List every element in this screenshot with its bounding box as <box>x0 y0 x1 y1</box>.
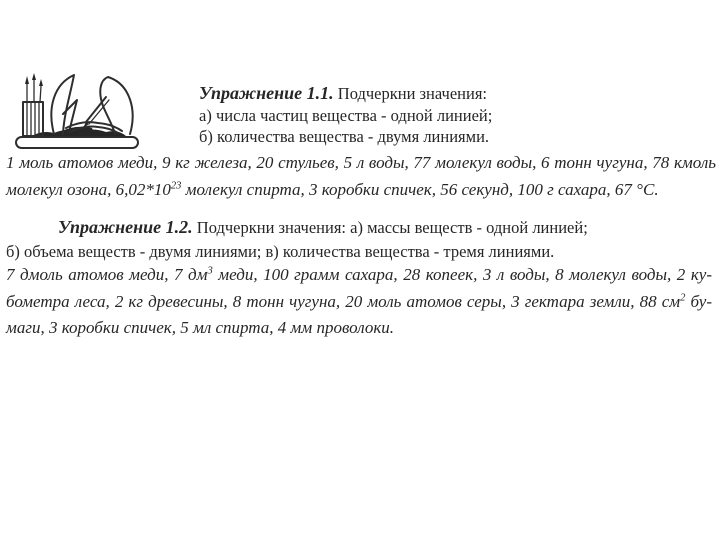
exercise-1-2-body-line-3: маги, 3 коробки спичек, 5 мл спирта, 4 мм проволоки. <box>6 318 395 337</box>
exercise-1-1-body <box>6 150 716 203</box>
exercise-1-1-title: Упражнение 1.1. <box>199 83 334 103</box>
exercise-1-2-header <box>6 216 646 263</box>
exercise-1-2-body-line-2-tail: бу- <box>685 291 712 311</box>
exercise-1-1-body-line-1: 1 моль атомов меди, 9 кг железа, 20 стульев, 5 л воды, 77 молекул воды, 6 тонн чугуна, 78 кмоль <box>6 153 716 172</box>
exercise-1-2-body-line-2 <box>6 289 712 316</box>
exercise-1-2-body-line-1-text: 7 дмоль атомов меди, 7 дм <box>6 265 208 284</box>
writing-desk-illustration-icon <box>14 70 142 152</box>
exercise-1-1-item-b: б) количества вещества - двумя линиями. <box>199 127 490 146</box>
exponent-23: 23 <box>170 179 182 191</box>
exercise-1-2-body <box>6 262 712 342</box>
exercise-1-1-title-line <box>199 83 544 105</box>
exercise-1-2-intro-line-1: Подчеркни значения: а) массы веществ - одной линией; <box>196 218 588 237</box>
exercise-1-2-title-line <box>6 216 646 240</box>
exponent-2: 2 <box>680 291 686 303</box>
exercise-1-2-body-line-1 <box>6 262 712 289</box>
exercise-1-1-body-line-2 <box>6 177 716 204</box>
exercise-1-2-title: Упражнение 1.2. <box>58 217 193 237</box>
exercise-1-1-header <box>199 83 544 148</box>
exercise-1-1-body-line-2-text: молекул озона, 6,02*10 <box>6 179 171 199</box>
exercise-1-2-intro-line-2: б) объема веществ - двумя линиями; в) количества вещества - тремя линиями. <box>6 241 555 261</box>
exercise-1-1-item-a: а) числа частиц вещества - одной линией; <box>199 105 493 125</box>
exercise-1-1-intro: Подчеркни значения: <box>337 84 488 103</box>
writing-desk-illustration-icon <box>14 70 142 152</box>
exponent-3: 3 <box>207 265 213 277</box>
exercise-1-2-body-line-2-text: бометра леса, 2 кг древесины, 8 тонн чугуна, 20 моль атомов серы, 3 гектара земли, 88 см <box>6 291 681 311</box>
exercise-1-1-body-line-2-tail: молекул спирта, 3 коробки спичек, 56 секунд, 100 г сахара, 67 °С. <box>181 179 659 199</box>
exercise-1-2-body-line-1-tail: меди, 100 грамм сахара, 28 копеек, 3 л воды, 8 молекул воды, 2 ку- <box>212 265 712 284</box>
